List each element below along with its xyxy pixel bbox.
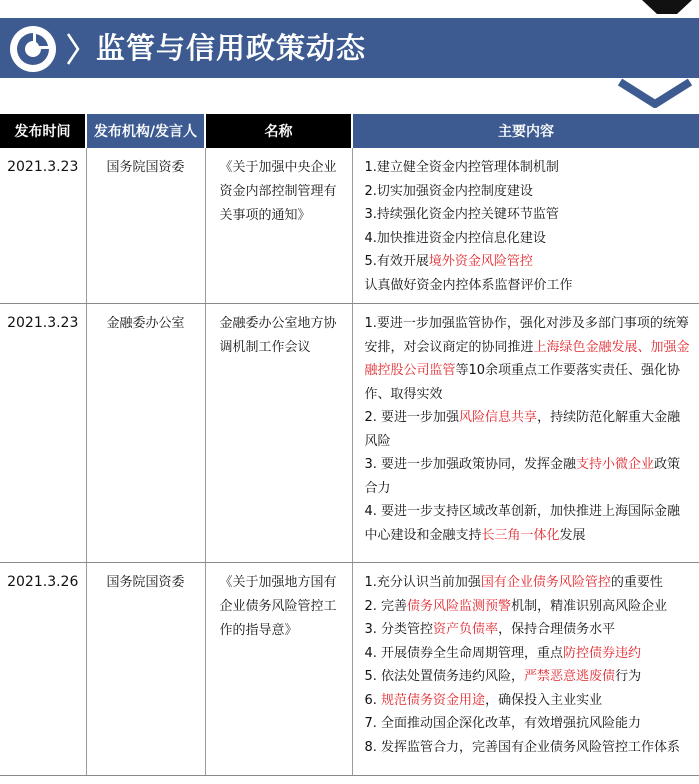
content-text: ，确保投入主业实业 (485, 692, 603, 708)
content-text: 5.有效开展 (364, 254, 429, 269)
content-item (365, 406, 694, 453)
content-text: 等10余项重点工作要落实责任、强化协作、取得实效 (364, 363, 681, 402)
content-item (365, 312, 694, 406)
content-item (365, 227, 694, 251)
chevron-right-icon (66, 32, 80, 66)
content-text: 2. 要进一步加强 (364, 410, 460, 425)
content-text: 3. 要进一步加强政策协同，发挥金融 (364, 457, 577, 472)
highlight-text: 国有企业债务风险管控 (480, 575, 611, 590)
highlight-text: 长三角一体化 (481, 527, 560, 543)
content-text: 1.建立健全资金内控管理体制机制 (364, 160, 559, 175)
content-item (365, 665, 694, 689)
content-item (365, 595, 694, 619)
table-header-row (0, 114, 699, 148)
highlight-text: 风险信息共享 (459, 410, 538, 425)
content-item (365, 250, 694, 274)
content-text: 3.持续强化资金内控关键环节监管 (364, 207, 559, 222)
content-item (365, 453, 694, 500)
content-item (365, 274, 694, 298)
content-text: 政策合力 (364, 457, 681, 496)
cell-org: 国务院国资委 (86, 148, 205, 304)
highlight-text: 规范债务资金用途 (381, 692, 486, 708)
cell-org: 金融委办公室 (86, 304, 205, 563)
content-text: 4. 开展债券全生命周期管理，重点 (364, 645, 564, 661)
cell-date: 2021.3.23 (0, 148, 86, 304)
content-text: 7. 全面推动国企深化改革，有效增强抗风险能力 (364, 716, 642, 731)
content-text: 3. 分类管控 (364, 622, 434, 637)
content-item (365, 500, 694, 547)
content-text: 2.切实加强资金内控制度建设 (364, 183, 533, 199)
content-item (365, 180, 694, 204)
content-text: 8. 发挥监管合力，完善国有企业债务风险管控工作体系 (364, 739, 681, 755)
table-row (0, 304, 699, 563)
content-text: 4. 要进一步支持区域改革创新，加快推进上海国际金融中心建设和金融支持 (364, 504, 681, 543)
column-header-name: 名称 (205, 114, 352, 148)
highlight-text: 支持小微企业 (576, 457, 655, 472)
cell-doc-name: 金融委办公室地方协调机制工作会议 (205, 304, 352, 563)
cell-main-content (352, 563, 699, 776)
content-item (365, 712, 694, 736)
content-text: 机制，精准识别高风险企业 (511, 598, 668, 614)
content-text: 的重要性 (610, 575, 663, 590)
highlight-text: 严禁恶意逃废债 (524, 669, 616, 684)
highlight-text: 债务风险监测预警 (407, 598, 512, 614)
cell-date: 2021.3.23 (0, 304, 86, 563)
content-text: 1.充分认识当前加强 (364, 575, 481, 590)
table-row (0, 563, 699, 776)
content-item (365, 689, 694, 713)
highlight-text: 境外资金风险管控 (428, 254, 533, 269)
content-item (365, 156, 694, 180)
content-item (365, 642, 694, 666)
content-text: 5. 依法处置债务违约风险， (364, 669, 525, 684)
content-text: 发展 (559, 527, 586, 543)
content-text: 1.要进一步加强监管协作，强化对涉及多部门事项的统筹安排，对会议商定的协同推进 (364, 316, 689, 355)
header-banner (0, 18, 699, 78)
highlight-text: 防控债券违约 (563, 645, 642, 661)
cell-main-content (352, 148, 699, 304)
cell-org: 国务院国资委 (86, 563, 205, 776)
content-text: 2. 完善 (364, 598, 408, 614)
table-row (0, 148, 699, 304)
down-arrow-decoration (612, 78, 699, 108)
swirl-logo-icon (8, 24, 58, 74)
policy-table (0, 114, 699, 776)
content-item (365, 618, 694, 642)
content-text: ，保持合理债务水平 (498, 622, 616, 637)
column-header-org: 发布机构/发言人 (86, 114, 205, 148)
column-header-date: 发布时间 (0, 114, 86, 148)
cell-doc-name: 《关于加强中央企业资金内部控制管理有关事项的通知》 (205, 148, 352, 304)
cell-date: 2021.3.26 (0, 563, 86, 776)
content-text: 4.加快推进资金内控信息化建设 (364, 230, 546, 246)
highlight-text: 资产负债率 (433, 622, 499, 637)
content-item (365, 736, 694, 760)
content-text: 6. (364, 692, 382, 708)
cell-doc-name: 《关于加强地方国有企业债务风险管控工作的指导意》 (205, 563, 352, 776)
content-text: 行为 (615, 669, 642, 684)
content-text: 认真做好资金内控体系监督评价工作 (364, 277, 573, 293)
content-item (365, 571, 694, 595)
column-header-content: 主要内容 (352, 114, 699, 148)
page-title: 监管与信用政策动态 (96, 31, 367, 65)
header-corner-decoration (620, 0, 699, 20)
cell-main-content (352, 304, 699, 563)
content-text: ，持续防范化解重大金融风险 (364, 410, 681, 449)
highlight-text: 上海绿色金融发展、加强金融控股公司监管 (364, 339, 690, 378)
content-item (365, 203, 694, 227)
